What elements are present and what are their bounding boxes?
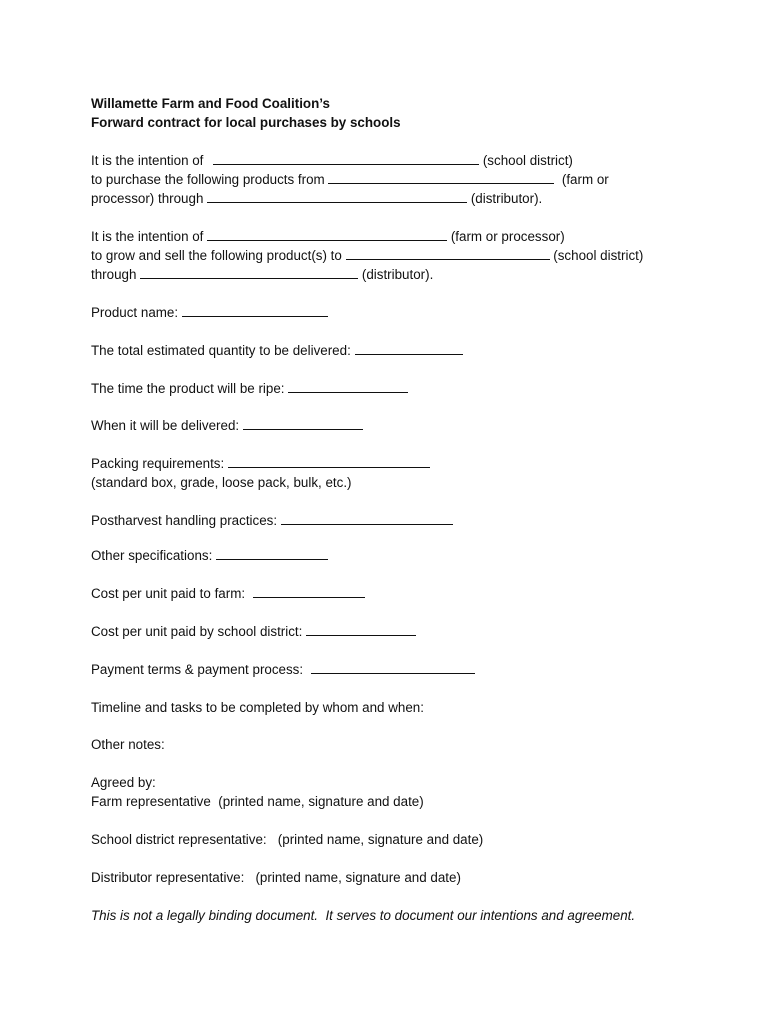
cost-school-row: Cost per unit paid by school district: — [91, 622, 416, 641]
payment-terms-field[interactable] — [311, 660, 475, 674]
cost-farm-row: Cost per unit paid to farm: — [91, 584, 365, 603]
school-intent-line-2: to purchase the following products from (farm or — [91, 172, 609, 187]
agreed-by-label: Agreed by: — [91, 775, 156, 790]
farm-or-processor-field[interactable] — [328, 170, 554, 184]
packing-note: (standard box, grade, loose pack, bulk, etc.) — [91, 475, 352, 490]
document-title: Willamette Farm and Food Coalition’s — [91, 96, 330, 111]
delivery-time-row: When it will be delivered: — [91, 416, 363, 435]
school-rep-label: School district representative: (printed name, signature and date) — [91, 832, 484, 847]
distributor-field[interactable] — [207, 189, 467, 203]
timeline-label: Timeline and tasks to be completed by whom and when: — [91, 700, 424, 715]
farm-intent-line-3: through (distributor). — [91, 267, 434, 282]
ripe-time-row: The time the product will be ripe: — [91, 379, 408, 398]
farm-name-field[interactable] — [207, 227, 447, 241]
postharvest-field[interactable] — [281, 511, 453, 525]
ripe-time-field[interactable] — [288, 379, 408, 393]
distributor-name-field[interactable] — [140, 265, 358, 279]
distributor-rep-label: Distributor representative: (printed name, signature and date) — [91, 870, 461, 885]
payment-terms-row: Payment terms & payment process: — [91, 660, 475, 679]
school-district-name-field[interactable] — [346, 246, 550, 260]
packing-field[interactable] — [228, 454, 430, 468]
other-specs-field[interactable] — [216, 546, 328, 560]
school-district-field[interactable] — [213, 151, 479, 165]
other-notes-label: Other notes: — [91, 737, 165, 752]
farm-intent-line-2: to grow and sell the following product(s) to (school district) — [91, 248, 644, 263]
postharvest-row: Postharvest handling practices: — [91, 511, 453, 530]
document-subtitle: Forward contract for local purchases by schools — [91, 115, 401, 130]
product-name-row: Product name: — [91, 303, 328, 322]
disclaimer: This is not a legally binding document. It serves to document our intentions and agreement. — [91, 908, 636, 923]
farm-rep-label: Farm representative (printed name, signature and date) — [91, 794, 424, 809]
delivery-time-field[interactable] — [243, 416, 363, 430]
cost-school-field[interactable] — [306, 622, 416, 636]
product-name-field[interactable] — [182, 303, 328, 317]
farm-intent-line-1: It is the intention of (farm or processor) — [91, 229, 565, 244]
school-intent-line-3: processor) through (distributor). — [91, 191, 543, 206]
quantity-row: The total estimated quantity to be delivered: — [91, 341, 463, 360]
packing-row: Packing requirements: — [91, 454, 430, 473]
quantity-field[interactable] — [355, 341, 463, 355]
cost-farm-field[interactable] — [253, 584, 365, 598]
other-specs-row: Other specifications: — [91, 546, 328, 565]
school-intent-line-1: It is the intention of (school district) — [91, 153, 573, 168]
